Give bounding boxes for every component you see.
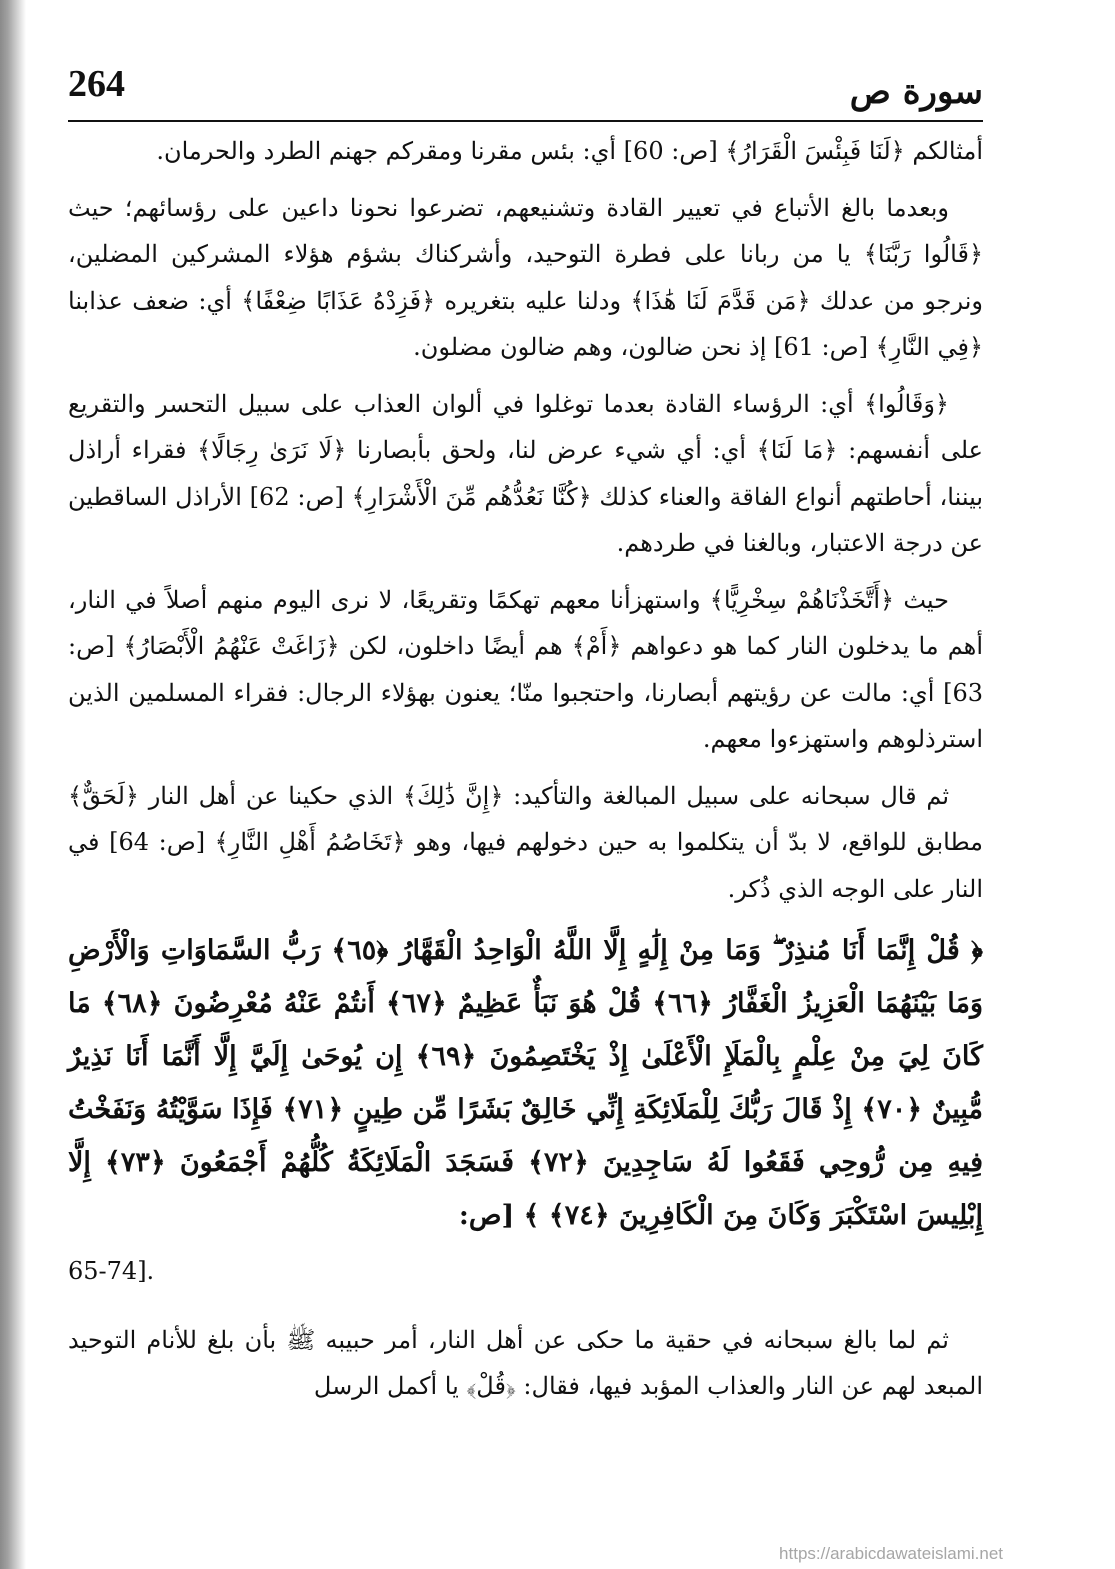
- paragraph-5: ثم قال سبحانه على سبيل المبالغة والتأكيد: ﴿إِنَّ ذَٰلِكَ﴾ الذي حكينا عن أهل النار ﴿لَحَقٌّ﴾ مطابق للواقع، لا بدّ أن يتكلموا به حين دخولهم فيها، وهو ﴿تَخَاصُمُ أَهْلِ النَّارِ﴾ [ص: 64] في النار على الوجه الذي ذُكر.: [68, 781, 983, 903]
- paragraph-4: حيث ﴿أَتَّخَذْنَاهُمْ سِخْرِيًّا﴾ واستهزأنا معهم تهكمًا وتقريعًا، لا نرى اليوم منهم أصلاً في النار، أهم ما يدخلون النار كما هو دعواهم ﴿أَمْ﴾ هم أيضًا داخلون، لكن ﴿زَاغَتْ عَنْهُمُ الْأَبْصَارُ﴾ [ص: 63] أي: مالت عن رؤيتهم أبصارنا، واحتجبوا منّا؛ يعنون بهؤلاء الرجال: فقراء المسلمين الذين استرذلوهم واستهزءوا معهم.: [68, 585, 983, 753]
- page-body: [68, 128, 983, 1410]
- page-header: [68, 58, 983, 118]
- scan-edge-shadow: [0, 0, 26, 1569]
- site-watermark: https://arabicdawateislami.net: [779, 1544, 1003, 1563]
- surah-title: سورة ص: [849, 72, 983, 112]
- closing-paragraph: ثم لما بالغ سبحانه في حقية ما حكى عن أهل النار، أمر حبيبه ﷺ بأن بلغ للأنام التوحيد المبعد لهم عن النار والعذاب المؤبد فيها، فقال: ﴿قُلْ﴾ يا أكمل الرسل: [68, 1325, 983, 1400]
- quran-verses-text: ﴿ قُلْ إِنَّمَا أَنَا مُنذِرٌ ۖ وَمَا مِنْ إِلَٰهٍ إِلَّا اللَّهُ الْوَاحِدُ الْقَهَّارُ ﴿٦٥﴾ رَبُّ السَّمَاوَاتِ وَالْأَرْضِ وَمَا بَيْنَهُمَا الْعَزِيزُ الْغَفَّارُ ﴿٦٦﴾ قُلْ هُوَ نَبَأٌ عَظِيمٌ ﴿٦٧﴾ أَنتُمْ عَنْهُ مُعْرِضُونَ ﴿٦٨﴾ مَا كَانَ لِيَ مِنْ عِلْمٍ بِالْمَلَإِ الْأَعْلَىٰ إِذْ يَخْتَصِمُونَ ﴿٦٩﴾ إِن يُوحَىٰ إِلَيَّ إِلَّا أَنَّمَا أَنَا نَذِيرٌ مُّبِينٌ ﴿٧٠﴾ إِذْ قَالَ رَبُّكَ لِلْمَلَائِكَةِ إِنِّي خَالِقٌ بَشَرًا مِّن طِينٍ ﴿٧١﴾ فَإِذَا سَوَّيْتُهُ وَنَفَخْتُ فِيهِ مِن رُّوحِي فَقَعُوا لَهُ سَاجِدِينَ ﴿٧٢﴾ فَسَجَدَ الْمَلَائِكَةُ كُلُّهُمْ أَجْمَعُونَ ﴿٧٣﴾ إِلَّا إِبْلِيسَ اسْتَكْبَرَ وَكَانَ مِنَ الْكَافِرِينَ ﴿٧٤﴾ ﴾ [ص:: [68, 935, 984, 1231]
- paragraph-3: ﴿وَقَالُوا﴾ أي: الرؤساء القادة بعدما توغلوا في ألوان العذاب على سبيل التحسر والتقريع على أنفسهم: ﴿مَا لَنَا﴾ أي: أي شيء عرض لنا، ولحق بأبصارنا ﴿لَا نَرَىٰ رِجَالًا﴾ فقراء أراذل بيننا، أحاطتهم أنواع الفاقة والعناء كذلك ﴿كُنَّا نَعُدُّهُم مِّنَ الْأَشْرَارِ﴾ [ص: 62] الأراذل الساقطين عن درجة الاعتبار، وبالغنا في طردهم.: [68, 389, 984, 557]
- paragraph-1: أمثالكم ﴿لَنَا فَبِئْسَ الْقَرَارُ﴾ [ص: 60] أي: بئس مقرنا ومقركم جهنم الطرد والحرمان.: [156, 137, 983, 165]
- header-rule: [68, 120, 983, 122]
- verse-reference: [68, 1248, 983, 1295]
- verse-reference-text: 65-74].: [68, 1257, 155, 1285]
- page-number: 264: [68, 63, 125, 105]
- quran-verses-block: [68, 924, 983, 1242]
- paragraph-2: وبعدما بالغ الأتباع في تعيير القادة وتشنيعهم، تضرعوا نحونا داعين على رؤسائهم؛ حيث ﴿قَالُوا رَبَّنَا﴾ يا من ربانا على فطرة التوحيد، وأشركناك بشؤم هؤلاء المشركين المضلين، ونرجو من عدلك ﴿مَن قَدَّمَ لَنَا هَٰذَا﴾ ودلنا عليه بتغريره ﴿فَزِدْهُ عَذَابًا ضِعْفًا﴾ أي: ضعف عذابنا ﴿فِي النَّارِ﴾ [ص: 61] إذ نحن ضالون، وهم ضالون مضلون.: [68, 193, 983, 361]
